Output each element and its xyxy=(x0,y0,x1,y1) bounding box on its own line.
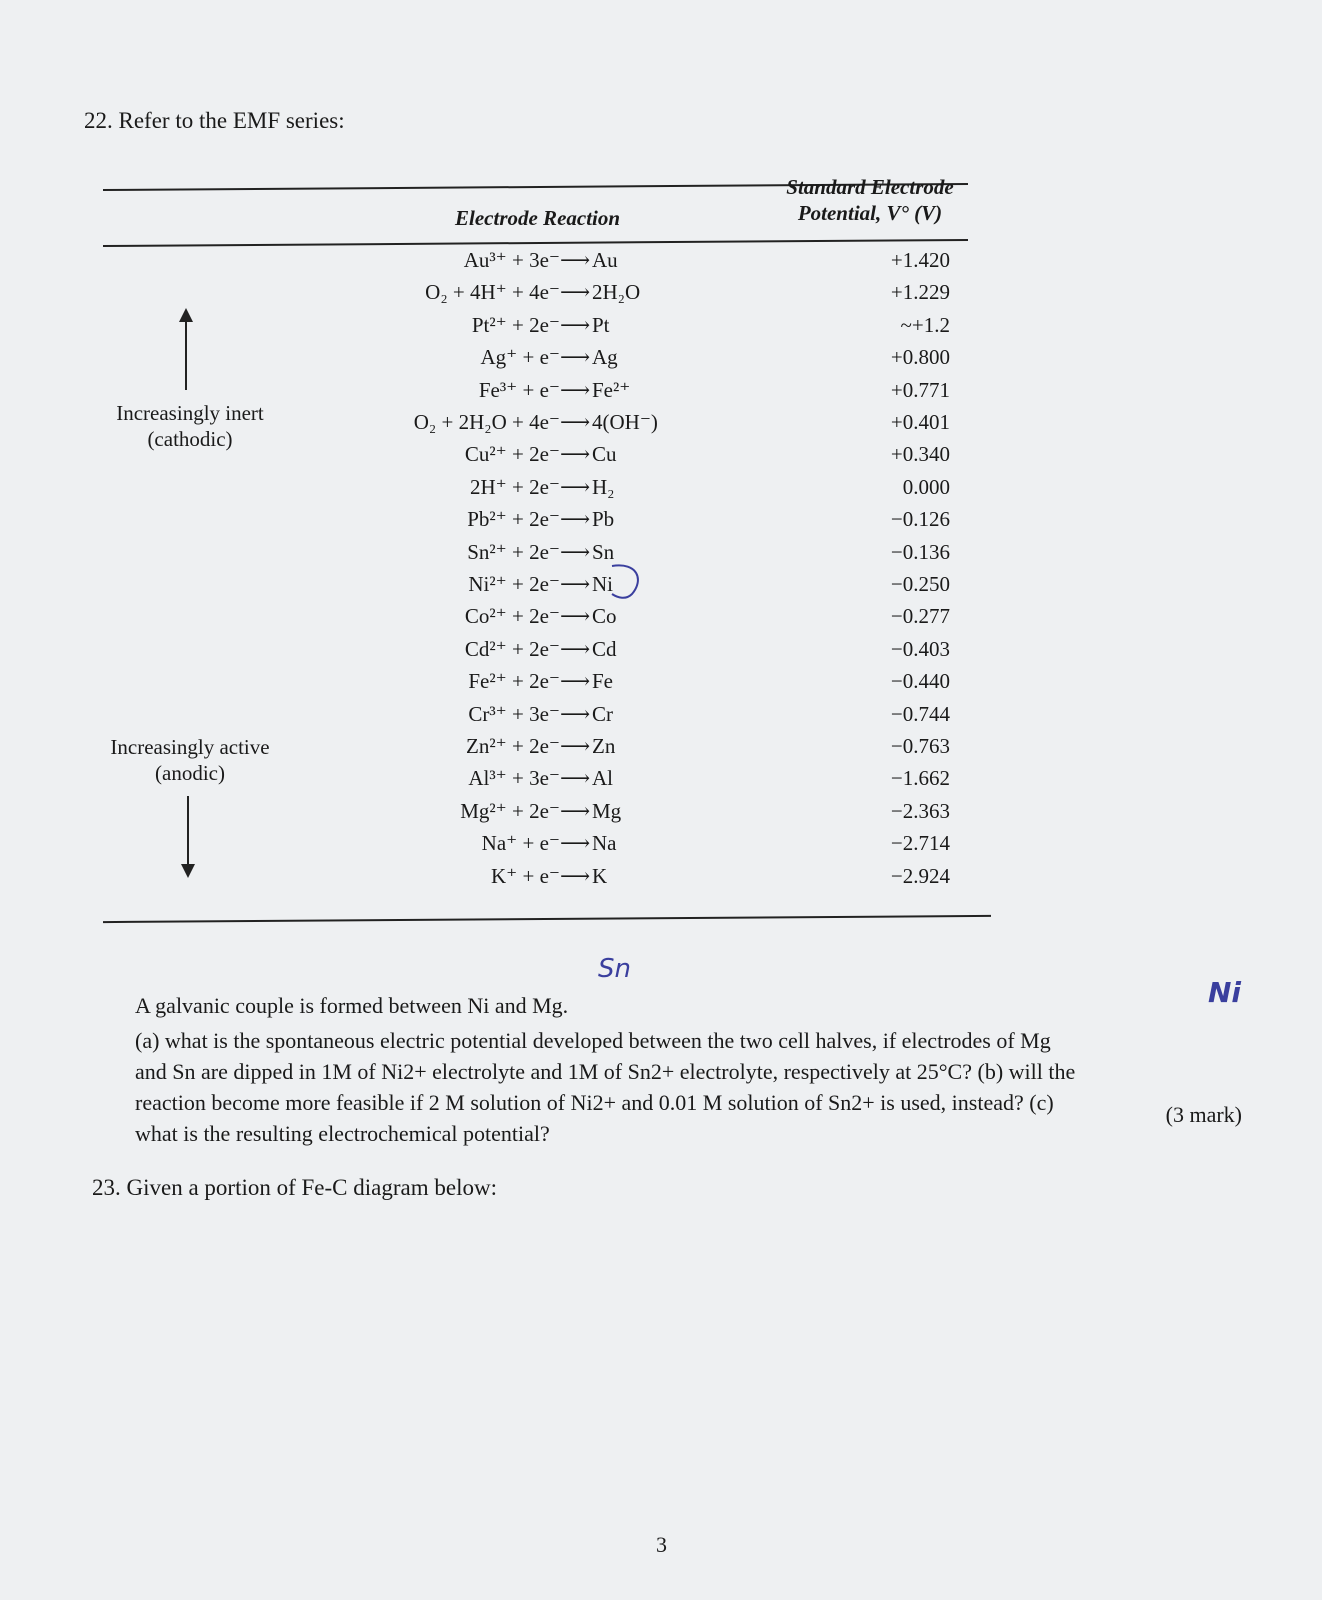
reaction-reactants: Pb²⁺ + 2e⁻ xyxy=(467,507,560,532)
reaction-arrow-icon: ⟶ xyxy=(560,442,591,467)
reaction-product: Ag xyxy=(592,345,618,370)
reaction-arrow-icon: ⟶ xyxy=(560,345,591,370)
emf-row xyxy=(330,378,1030,410)
reaction-product: H₂ xyxy=(592,474,615,499)
reaction-reactants: K⁺ + e⁻ xyxy=(491,863,560,888)
reaction-arrow-icon: ⟶ xyxy=(560,669,591,694)
emf-row xyxy=(330,280,1030,312)
reaction-reactants: Cu²⁺ + 2e⁻ xyxy=(464,442,560,467)
emf-row xyxy=(330,637,1030,669)
reaction-product: Na xyxy=(592,831,617,856)
paragraph-line-5: what is the resulting electrochemical potential? xyxy=(135,1121,550,1146)
paragraph-line-4: reaction become more feasible if 2 M solution of Ni2+ and 0.01 M solution of Sn2+ is used, instead? (c) xyxy=(135,1090,1054,1115)
header-potential-line2: Potential, V° (V) xyxy=(797,201,943,225)
label-increasingly-active xyxy=(85,734,295,786)
emf-row xyxy=(330,831,1030,863)
emf-row xyxy=(330,507,1030,539)
reaction-reactants: Co²⁺ + 2e⁻ xyxy=(464,604,560,629)
reaction-reactants: Au³⁺ + 3e⁻ xyxy=(463,248,560,272)
emf-row xyxy=(330,475,1030,507)
reaction-arrow-icon: ⟶ xyxy=(560,734,591,758)
standard-potential-value: +1.420 xyxy=(890,248,950,272)
reaction-product: Ni xyxy=(592,572,613,596)
standard-potential-value: −1.662 xyxy=(890,766,950,791)
header-potential-line1: Standard Electrode xyxy=(786,175,954,199)
reaction-product: 4(OH⁻) xyxy=(592,410,658,434)
reaction-product: Sn xyxy=(592,539,615,564)
question-22-title: 22. Refer to the EMF series: xyxy=(84,108,345,133)
table-bottom-rule xyxy=(103,915,991,923)
emf-row xyxy=(330,702,1030,734)
reaction-product: Fe xyxy=(592,669,613,694)
reaction-arrow-icon: ⟶ xyxy=(560,474,591,499)
standard-potential-value: +0.771 xyxy=(890,377,950,402)
standard-potential-value: −2.363 xyxy=(890,798,950,823)
emf-row xyxy=(330,572,1030,604)
reaction-product: Al xyxy=(592,766,613,791)
emf-row xyxy=(330,864,1030,896)
reaction-product: Cd xyxy=(592,636,617,661)
handwritten-loop-mark xyxy=(608,560,648,610)
reaction-reactants: Cd²⁺ + 2e⁻ xyxy=(464,636,560,661)
header-standard-potential xyxy=(770,174,970,226)
standard-potential-value: −2.924 xyxy=(890,863,950,888)
emf-row xyxy=(330,799,1030,831)
emf-row xyxy=(330,313,1030,345)
standard-potential-value: ~+1.2 xyxy=(900,312,950,337)
label-inert-line2: (cathodic) xyxy=(147,427,233,451)
inert-arrow-shaft xyxy=(185,318,187,390)
reaction-reactants: Na⁺ + e⁻ xyxy=(481,831,560,856)
reaction-product: Cr xyxy=(592,701,613,726)
standard-potential-value: −0.136 xyxy=(890,539,950,564)
standard-potential-value: +0.340 xyxy=(890,442,950,467)
reaction-product: Pb xyxy=(592,507,615,532)
standard-potential-value: −0.440 xyxy=(890,669,950,694)
reaction-reactants: Sn²⁺ + 2e⁻ xyxy=(467,539,560,564)
reaction-reactants: Al³⁺ + 3e⁻ xyxy=(468,766,560,791)
reaction-reactants: Ni²⁺ + 2e⁻ xyxy=(468,572,560,596)
reaction-reactants: Ag⁺ + e⁻ xyxy=(480,345,560,370)
standard-potential-value: −0.126 xyxy=(890,507,950,532)
reaction-arrow-icon: ⟶ xyxy=(560,507,591,532)
reaction-arrow-icon: ⟶ xyxy=(560,831,591,856)
handwritten-ni: Ni xyxy=(1208,976,1242,1009)
emf-row xyxy=(330,669,1030,701)
reaction-reactants: Cr³⁺ + 3e⁻ xyxy=(468,701,560,726)
up-arrow-icon xyxy=(178,308,194,324)
label-inert-line1: Increasingly inert xyxy=(116,401,264,425)
emf-row xyxy=(330,442,1030,474)
reaction-reactants: 2H⁺ + 2e⁻ xyxy=(470,474,560,499)
emf-row xyxy=(330,540,1030,572)
reaction-arrow-icon: ⟶ xyxy=(560,539,591,564)
reaction-reactants: O₂ + 2H₂O + 4e⁻ xyxy=(413,410,560,434)
reaction-reactants: O₂ + 4H⁺ + 4e⁻ xyxy=(425,280,560,305)
reaction-reactants: Zn²⁺ + 2e⁻ xyxy=(466,734,560,758)
reaction-arrow-icon: ⟶ xyxy=(560,410,591,434)
reaction-product: K xyxy=(592,863,608,888)
reaction-arrow-icon: ⟶ xyxy=(560,766,591,791)
marks-label: (3 mark) xyxy=(1165,1102,1242,1127)
header-electrode-reaction: Electrode Reaction xyxy=(455,206,621,230)
label-active-line2: (anodic) xyxy=(155,761,225,785)
reaction-arrow-icon: ⟶ xyxy=(560,604,591,629)
paragraph-line-1 xyxy=(135,990,1245,1021)
reaction-reactants: Fe²⁺ + 2e⁻ xyxy=(468,669,560,694)
reaction-reactants: Pt²⁺ + 2e⁻ xyxy=(471,312,560,337)
standard-potential-value: 0.000 xyxy=(902,474,950,499)
reaction-reactants: Mg²⁺ + 2e⁻ xyxy=(460,798,560,823)
paragraph-line-2: (a) what is the spontaneous electric potential developed between the two cell halves, if electrodes of Mg xyxy=(135,1028,1051,1053)
down-arrow-icon xyxy=(180,864,196,880)
standard-potential-value: −0.250 xyxy=(890,572,950,596)
active-arrow-shaft xyxy=(187,796,189,866)
standard-potential-value: +0.401 xyxy=(890,410,950,434)
label-active-line1: Increasingly active xyxy=(110,735,270,759)
reaction-arrow-icon: ⟶ xyxy=(560,863,591,888)
reaction-arrow-icon: ⟶ xyxy=(560,312,591,337)
reaction-product: Zn xyxy=(592,734,616,758)
standard-potential-value: +0.800 xyxy=(890,345,950,370)
question-23-title: 23. Given a portion of Fe-C diagram below: xyxy=(92,1175,497,1200)
table-header-rule xyxy=(103,239,968,247)
reaction-product: Pt xyxy=(592,312,610,337)
standard-potential-value: −0.744 xyxy=(890,701,950,726)
label-increasingly-inert xyxy=(85,400,295,452)
reaction-arrow-icon: ⟶ xyxy=(560,636,591,661)
emf-row xyxy=(330,248,1030,280)
standard-potential-value: −0.763 xyxy=(890,734,950,758)
standard-potential-value: −0.277 xyxy=(890,604,950,629)
question-22-paragraph xyxy=(135,990,1245,1149)
reaction-reactants: Fe³⁺ + e⁻ xyxy=(478,377,560,402)
standard-potential-value: −0.403 xyxy=(890,636,950,661)
emf-row xyxy=(330,604,1030,636)
reaction-arrow-icon: ⟶ xyxy=(560,798,591,823)
reaction-product: Co xyxy=(592,604,617,629)
handwritten-sn: Sn xyxy=(598,954,631,984)
reaction-product: Fe²⁺ xyxy=(592,377,631,402)
reaction-arrow-icon: ⟶ xyxy=(560,377,591,402)
emf-row xyxy=(330,410,1030,442)
reaction-product: Mg xyxy=(592,798,622,823)
reaction-product: Au xyxy=(592,248,618,272)
paragraph-line-1-text: A galvanic couple is formed between Ni and Mg. xyxy=(135,993,569,1018)
reaction-arrow-icon: ⟶ xyxy=(560,701,591,726)
reaction-product: 2H₂O xyxy=(592,280,641,305)
standard-potential-value: +1.229 xyxy=(890,280,950,305)
reaction-product: Cu xyxy=(592,442,617,467)
paragraph-line-3: and Sn are dipped in 1M of Ni2+ electrolyte and 1M of Sn2+ electrolyte, respectively at 25°C? (b) will the xyxy=(135,1059,1076,1084)
reaction-arrow-icon: ⟶ xyxy=(560,248,591,272)
standard-potential-value: −2.714 xyxy=(890,831,950,856)
reaction-arrow-icon: ⟶ xyxy=(560,572,591,596)
emf-row xyxy=(330,345,1030,377)
reaction-arrow-icon: ⟶ xyxy=(560,280,591,305)
emf-row xyxy=(330,766,1030,798)
page-number: 3 xyxy=(656,1532,667,1557)
emf-row xyxy=(330,734,1030,766)
